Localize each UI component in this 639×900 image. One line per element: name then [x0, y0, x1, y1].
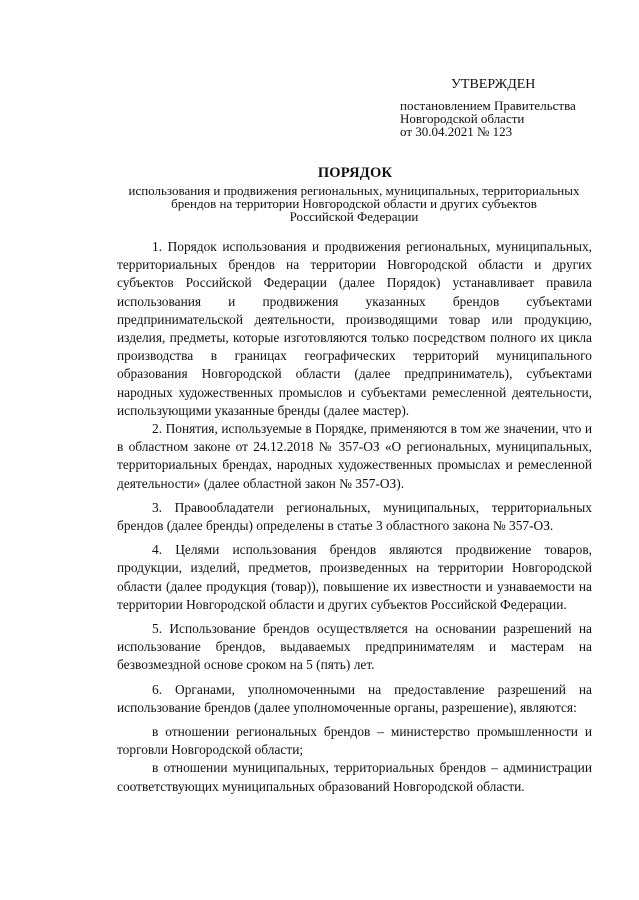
paragraph-5: 5. Использование брендов осуществляется на основании разрешений на использование брендов, выдаваемых предпринимателям и мастерам на безвозмездной основе сроком на 5 (пять) лет. — [117, 621, 592, 673]
approval-line-1: постановлением Правительства — [400, 98, 576, 113]
approval-heading: УТВЕРЖДЕН — [451, 77, 536, 92]
subtitle-line-2: брендов на территории Новгородской области и других субъектов — [171, 196, 537, 211]
subtitle-line-1: использования и продвижения региональных, муниципальных, территориальных — [128, 183, 580, 198]
document-subtitle — [100, 184, 608, 223]
approval-line-3: от 30.04.2021 № 123 — [400, 124, 513, 139]
paragraph-1: 1. Порядок использования и продвижения региональных, муниципальных, территориальных брендов на территории Новгородской области и других субъектов Российской Федерации (далее Порядок) устанавливает правила использования и продвижения указанных брендов субъектами предпринимательской деятельности, производящими товар или продукцию, изделия, предметы, которые изготовляются только посредством полного их цикла производства в границах географических территорий муниципального образования Новгородской области (далее предприниматель), субъектами народных художественных промыслов и субъектами ремесленной деятельности, использующими указанные бренды (далее мастер). — [117, 239, 592, 418]
approval-line-2: Новгородской области — [400, 111, 525, 126]
paragraph-2: 2. Понятия, используемые в Порядке, применяются в том же значении, что и в областном законе от 24.12.2018 № 357-ОЗ «О региональных, муниципальных, территориальных брендах, народных художественных промыслах и ремесленной деятельности» (далее областной закон № 357-ОЗ). — [117, 421, 592, 491]
paragraph-4: 4. Целями использования брендов являются продвижение товаров, продукции, изделий, предметов, произведенных на территории Новгородской области (далее продукция (товар)), повышение их известности и узнаваемости на территории Новгородской области и других субъектов Российской Федерации. — [117, 542, 592, 612]
paragraph-3: 3. Правообладатели региональных, муниципальных, территориальных брендов (далее бренды) определены в статье 3 областного закона № 357-ОЗ. — [117, 499, 592, 534]
paragraph-6: 6. Органами, уполномоченными на предоставление разрешений на использование брендов (далее уполномоченные органы, разрешение), являются: — [117, 681, 592, 715]
document-title: ПОРЯДОК — [317, 165, 393, 181]
paragraph-8: в отношении муниципальных, территориальных брендов – администрации соответствующих муниципальных образований Новгородской области. — [117, 760, 592, 794]
document-body — [117, 238, 592, 796]
subtitle-line-3: Российской Федерации — [289, 209, 419, 224]
paragraph-7: в отношении региональных брендов – министерство промышленности и торговли Новгородской области; — [117, 724, 592, 758]
approval-stamp-block — [400, 76, 610, 138]
